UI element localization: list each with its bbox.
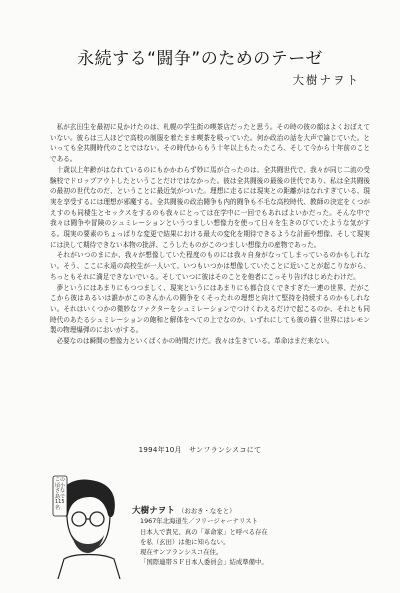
bio-name: 大樹ナヲト (132, 506, 175, 516)
bio-line: 1967年北海道生／フリージャーナリスト (140, 517, 258, 526)
bio-line: 現在サンフランシスコ在住。 (140, 548, 223, 557)
body-paragraph: 私が玄田生を最初に見かけたのは、札幌の学生街の喫茶店だったと思う。その時の彼の顔はよくおぼえていない。彼らは三人ほどで高校の制服を着たまま喫茶を吸っていた。何か政治の話を大声で論じていた。といっても全共闘時代のことではない。その時代からもう十年以上もたったころ、そして今から十年前のことである。 (50, 123, 370, 164)
article-body (50, 122, 370, 347)
dateline: 1994年10月 サンフランシスコにて (138, 446, 262, 454)
body-paragraph: 夢というにはあまりにもつつましく、現実というにはあまりにも都合良くできすぎた一連の世界、だがここから彼はあるいは誰かがこのきんかんの闘争をくそったれの理想と向けて堅持を持続するのかもしれない。それはいくつかの微妙なファクターをシュミレーションでつけくわえるだけで起こるのか、それとも同時代のあたるシュミレーションの飽和と解体をへての上でなのか、いずれにしても彼の描く世界にはレモン製の物理爆弾のにおいがする。 (50, 283, 370, 335)
article-author: 大樹ナヲト (292, 73, 360, 87)
author-portrait (52, 475, 126, 579)
body-paragraph: 必要なのは瞬間の想像力といくばくかの時間だけだ。我々は生きている。革命はまだ来ない。 (56, 337, 334, 346)
article-title: 永続する“闘争”のためのテーゼ (77, 49, 323, 69)
body-paragraph: それがいつのまにか、我々が想像していた程度のものには我々自身がなってしまっているのかもしれない。そう、ここに永遠の高校生が一人いて、いつもいつかは想像していたことに近いことが起こりながら、ちっともそれに満足できないでいる。そしていつに彼はそのことを他者にこっそり告げはじめたわけだ。 (50, 251, 370, 281)
body-paragraph: 十歳以上年齢がはなれているのにもかかわらず妙に馬が合ったのは、全共闘世代で、我々が同じ二流の受験校でドロップアウトしたということだけではなかった。彼は全共闘後の最後の世代であり、私は全共闘後の最初の世代なのだ、ということに最近気がついた。理想に走るには現実との距離がはなれすぎている、現実を享受するには理想が邪魔する。全共闘後の政治闘争も内的闘争も不毛な高校時代、教師の決定をくつがえすのも同棲生とセックスをするのも我々にとっては在学中に一回でもあればよいかだった。そんな中で我々は闘争や冒険のシュミレーションというつましい想像力を使って日々を生きのびていたような気がする。現実の要素のちょっぱりな変更で結果における最大の変化を期待できるような計画や想像、そして現実には決して期待できない本物の批評、こうしたものがこのつましい想像力の産物であった。 (50, 165, 370, 249)
bio-line: 日本人で貴兄、真の「革命家」と呼べる存在 (140, 527, 268, 536)
bio-line: を私（玄田）は他に知らない。 (140, 537, 230, 546)
portrait-caption: この頃小さな島で115名 (55, 477, 66, 511)
author-bio (132, 506, 268, 568)
bio-line: 「国際連帯ＳＦ日本人委員会」結成準備中。 (140, 558, 268, 567)
bio-reading: （おおき・なをと） (177, 507, 236, 515)
